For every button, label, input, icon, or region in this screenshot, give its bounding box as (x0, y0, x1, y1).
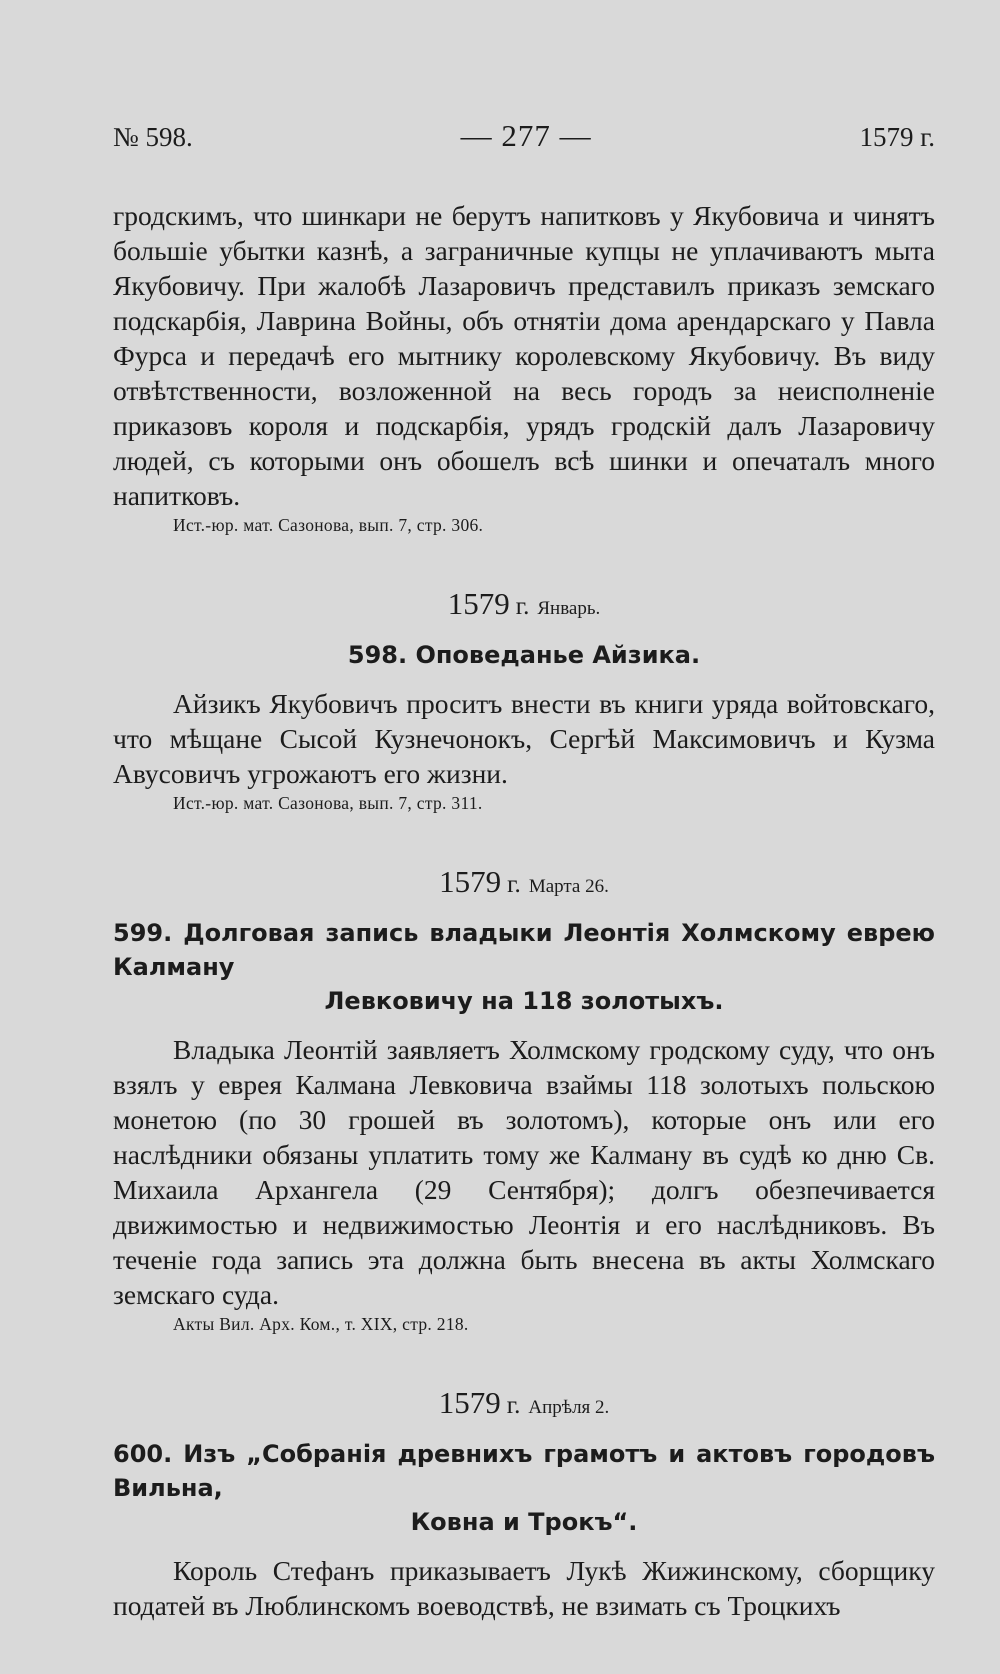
source-citation: Акты Вил. Арх. Ком., т. XIX, стр. 218. (173, 1314, 469, 1334)
header-year: 1579 г. (859, 122, 935, 152)
entry-year-suffix: г. (507, 871, 521, 898)
continuation-paragraph: гродскимъ, что шинкари не берутъ напитковъ у Якубовича и чинятъ большіе убытки казнѣ, а заграничные купцы не уплачиваютъ мыта Якубовичу. При жалобѣ Лазаровичъ представилъ приказъ земскаго подскарбія, Лаврина Войны, объ отнятіи дома арендарскаго у Павла Фурса и передачѣ его мытнику королевскому Якубовичу. Въ виду отвѣтственности, возложенной на весь городъ за неисполненіе приказовъ короля и подскарбія, урядъ гродскій далъ Лазаровичу людей, съ которыми онъ обошелъ всѣ шинки и опечаталъ много напитковъ. (113, 200, 935, 511)
source-citation: Ист.-юр. мат. Сазонова, вып. 7, стр. 311. (173, 793, 483, 813)
entry-paragraph: Король Стефанъ приказываетъ Лукѣ Жижинскому, сборщику податей въ Люблинскомъ воеводствѣ, не взимать съ Троцкихъ (113, 1555, 935, 1621)
entry-year: 1579 (438, 1385, 501, 1420)
document-number: № 598. (113, 122, 193, 152)
entry-heading (113, 916, 935, 1018)
source-citation: Ист.-юр. мат. Сазонова, вып. 7, стр. 306. (173, 515, 484, 535)
page-number: — 277 — (460, 118, 592, 153)
entry-date (113, 864, 935, 900)
entry-paragraph: Айзикъ Якубовичъ проситъ внести въ книги уряда войтовскаго, что мѣщане Сысой Кузнечонокъ, Сергѣй Максимовичъ и Кузма Авусовичъ угрожаютъ его жизни. (113, 688, 935, 789)
page-header (113, 118, 935, 154)
entry-year: 1579 (439, 864, 502, 899)
entry-heading: 598. Оповеданье Айзика. (347, 641, 701, 669)
entry-year: 1579 (447, 586, 510, 621)
entry-paragraph: Владыка Леонтій заявляетъ Холмскому гродскому суду, что онъ взялъ у еврея Калмана Левковича взаймы 118 золотыхъ польскою монетою (по 30 грошей въ золотомъ), которые онъ или его наслѣдники обязаны уплатить тому же Калману въ судѣ ко дню Св. Михаила Архангела (29 Сентября); долгъ обезпечивается движимостью и недвижимостью Леонтія и его наслѣдниковъ. Въ теченіе года запись эта должна быть внесена въ акты Холмскаго земскаго суда. (113, 1034, 935, 1310)
entry-year-suffix: г. (515, 593, 530, 620)
entry-heading-line: 600. Изъ „Собранія древнихъ грамотъ и актовъ городовъ Вильна, (113, 1440, 935, 1502)
entry-month: Марта 26. (528, 876, 609, 897)
entry-heading-line: 599. Долговая запись владыки Леонтія Холмскому еврею Калману (113, 919, 935, 981)
entry-year-suffix: г. (506, 1392, 521, 1419)
entry-date (113, 1385, 935, 1421)
entry-heading (113, 1437, 935, 1539)
entry-date (113, 586, 935, 622)
entry-heading-line: Левковичу на 118 золотыхъ. (324, 987, 724, 1015)
entry-heading-line: Ковна и Трокъ“. (410, 1508, 638, 1536)
entry-month: Апрѣля 2. (528, 1397, 610, 1418)
entry-month: Январь. (537, 598, 601, 619)
